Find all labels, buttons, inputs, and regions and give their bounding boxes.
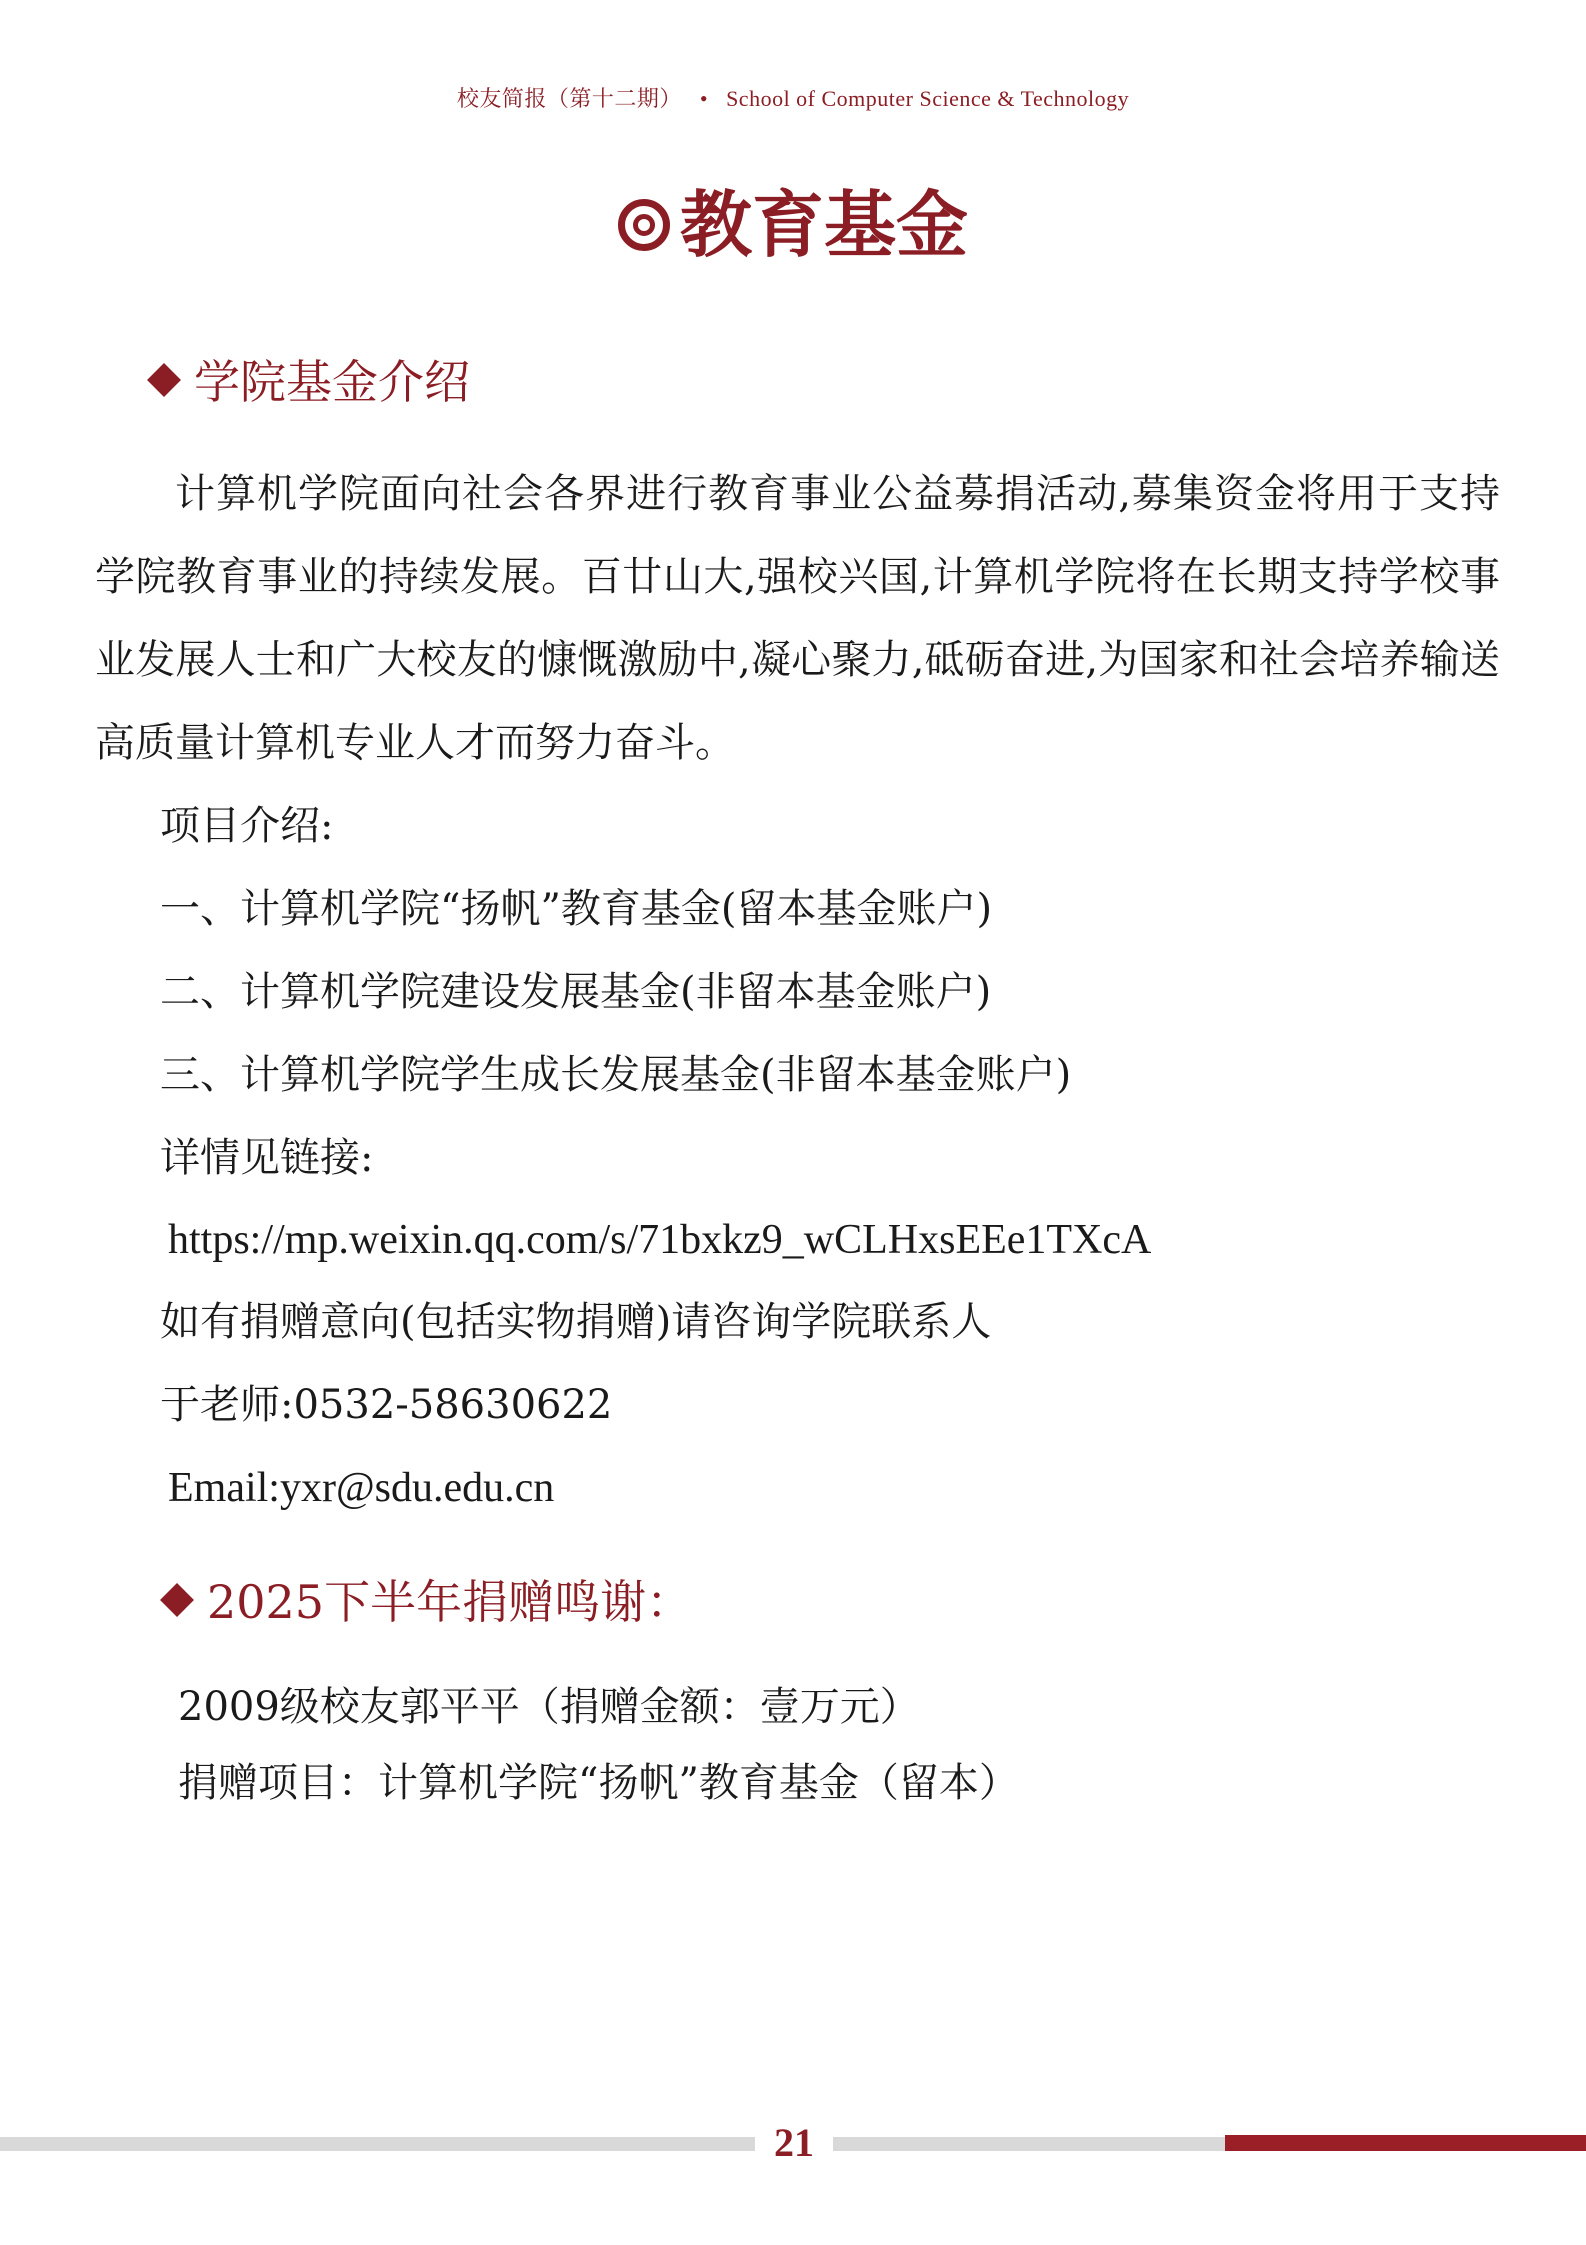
page-title-block (0, 180, 1586, 270)
header-issue-label: 校友简报（第十二期） (456, 86, 682, 111)
project-item-3: 三、计算机学院学生成长发展基金(非留本基金账户) (160, 1052, 1072, 1098)
donation-project: 捐赠项目：计算机学院“扬帆”教育基金（留本） (178, 1760, 1019, 1806)
running-header (0, 82, 1586, 113)
diamond-bullet-icon (160, 1583, 194, 1617)
project-item-2: 二、计算机学院建设发展基金(非留本基金账户) (160, 969, 992, 1015)
header-separator: • (699, 86, 709, 111)
page-number: 21 (774, 2120, 814, 2165)
page-title: 教育基金 (679, 182, 968, 267)
project-intro-label: 项目介绍: (160, 803, 334, 849)
footer-bar-middle (833, 2137, 1225, 2151)
section-heading-donation-thanks (165, 1572, 692, 1632)
header-school-name: School of Computer Science & Technology (726, 86, 1130, 111)
details-link[interactable]: https://mp.weixin.qq.com/s/71bxkz9_wCLHxsEEe1TXcA (168, 1217, 1152, 1263)
contact-email[interactable]: Email:yxr@sdu.edu.cn (168, 1465, 555, 1511)
project-item-1: 一、计算机学院“扬帆”教育基金(留本基金账户) (160, 886, 993, 932)
section-heading-fund-intro (152, 352, 470, 412)
section-heading-text: 学院基金介绍 (194, 355, 470, 409)
donor-entry: 2009级校友郭平平（捐赠金额：壹万元） (178, 1684, 920, 1730)
fund-intro-paragraph: 计算机学院面向社会各界进行教育事业公益募捐活动,募集资金将用于支持学院教育事业的持续发展。百廿山大,强校兴国,计算机学院将在长期支持学校事业发展人士和广大校友的慷慨激励中,凝心聚力,砥砺奋进,为国家和社会培养输送高质量计算机专业人才而努力奋斗。 (95, 471, 1500, 766)
double-circle-icon (618, 199, 670, 251)
section-heading-text: 2025下半年捐赠鸣谢： (207, 1575, 693, 1629)
footer-bar-accent (1225, 2135, 1586, 2151)
contact-phone: 于老师:0532-58630622 (160, 1382, 613, 1428)
diamond-bullet-icon (147, 363, 181, 397)
details-label: 详情见链接: (160, 1135, 374, 1181)
contact-intro: 如有捐赠意向(包括实物捐赠)请咨询学院联系人 (160, 1299, 992, 1345)
footer-bar-left (0, 2137, 755, 2151)
